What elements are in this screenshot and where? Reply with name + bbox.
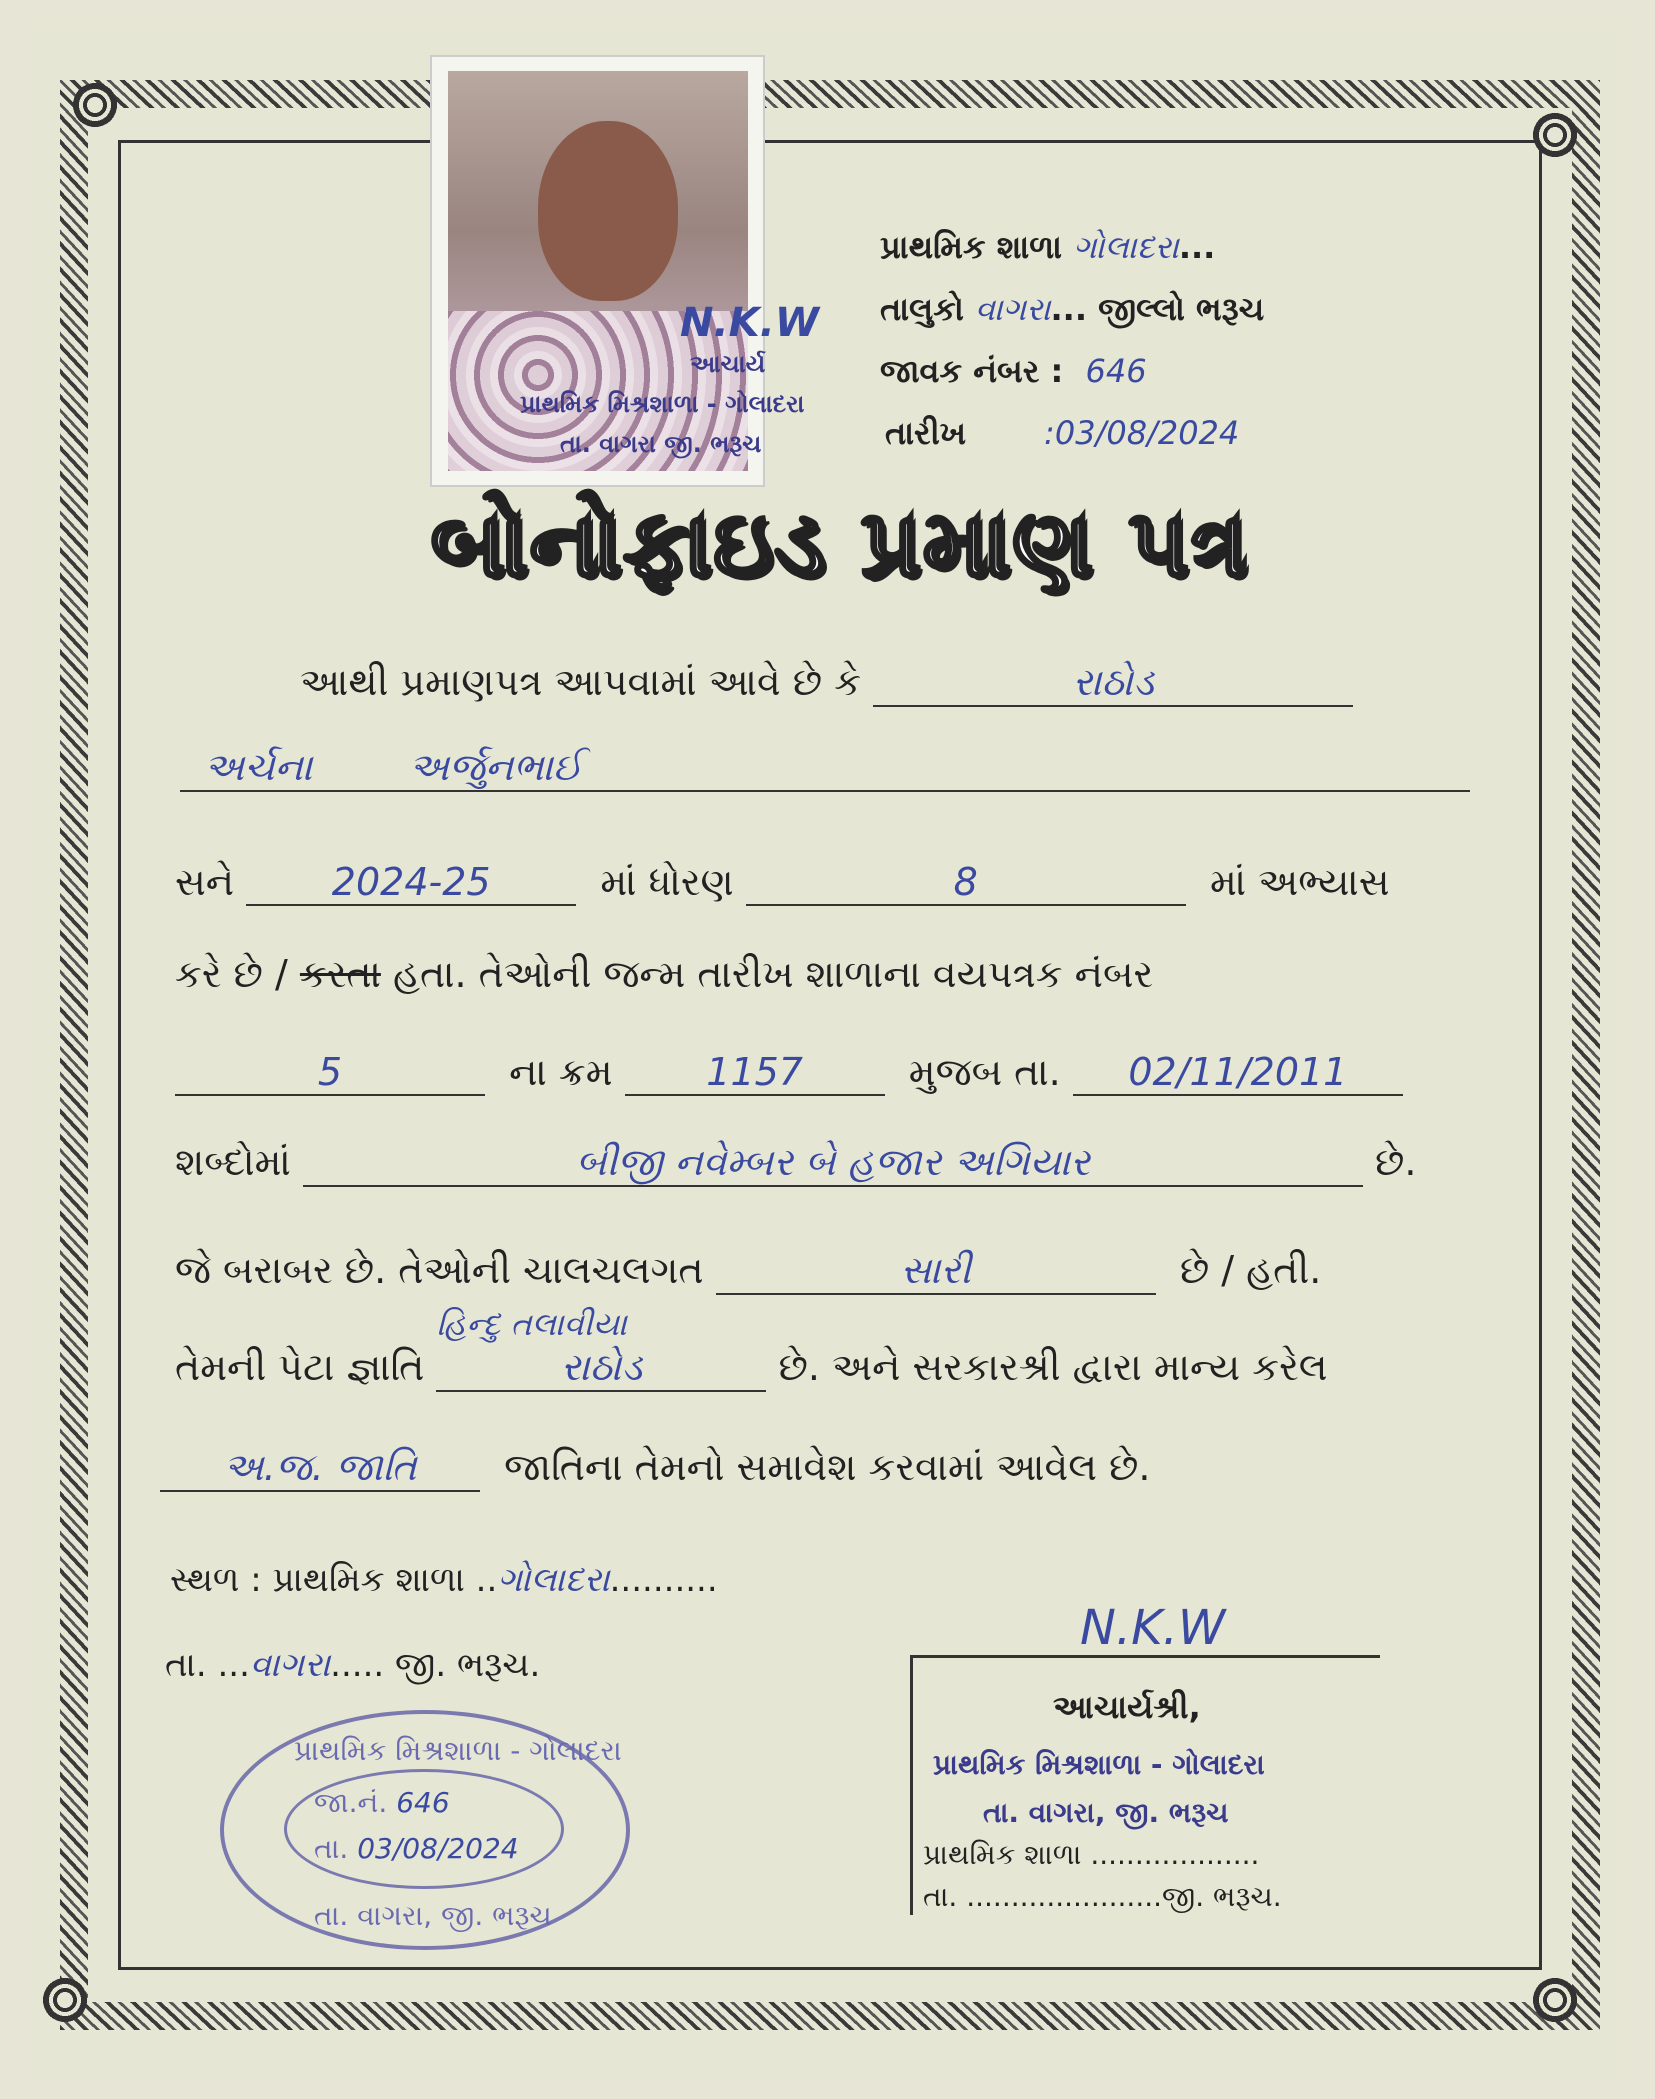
place-value: ગોલાદરા — [497, 1560, 610, 1600]
header-date: તારીખ :03/08/2024 — [885, 414, 1240, 452]
photo-stamp — [500, 300, 880, 470]
corner-ornament-icon — [1530, 1975, 1580, 2025]
principal-title: આચાર્યશ્રી, — [1053, 1688, 1201, 1726]
body-line-1: આથી પ્રમાણપત્ર આપવામાં આવે છે કે રાઠોડ — [300, 660, 1353, 707]
seal-date-value: 03/08/2024 — [357, 1832, 519, 1865]
photo-stamp-line1: આચાર્ય — [690, 350, 766, 378]
principal-taluka-blank: તા. ......................જી. ભરૂચ. — [923, 1880, 1282, 1913]
certificate-title: બોનોફાઇડ પ્રમાણ પત્ર — [430, 490, 1250, 597]
principal-place: તા. વાગરા, જી. ભરૂચ — [983, 1796, 1229, 1829]
body-line-6: શબ્દોમાં બીજી નવેમ્બર બે હજાર અગિયાર છે. — [175, 1140, 1416, 1187]
seal-jn-value: 646 — [396, 1786, 450, 1819]
footer-taluka-value: વાગરા — [249, 1645, 331, 1685]
standard-value: 8 — [746, 860, 1186, 906]
body-line-9: અ.જ. જાતિ જાતિના તેમનો સમાવેશ કરવામાં આવેલ છે. — [160, 1445, 1150, 1492]
academic-year: 2024-25 — [246, 860, 576, 906]
category-value: અ.જ. જાતિ — [160, 1445, 480, 1492]
corner-ornament-icon — [70, 80, 120, 130]
header-school: પ્રાથમિક શાળા ગોલાદરા... — [880, 228, 1216, 266]
principal-block — [910, 1655, 1380, 1915]
body-line-4: કરે છે / કરતા હતા. તેઓની જન્મ તારીખ શાળાના વયપત્રક નંબર — [175, 952, 1154, 996]
sub-caste-value — [436, 1305, 766, 1392]
register-number: 5 — [175, 1050, 485, 1096]
photo-signature: N.K.W — [680, 300, 819, 346]
principal-school: પ્રાથમિક મિશ્રશાળા - ગોલાદરા — [933, 1748, 1265, 1781]
birth-date: 02/11/2011 — [1073, 1050, 1403, 1096]
principal-school-blank: પ્રાથમિક શાળા ................... — [923, 1838, 1260, 1871]
body-line-3: સને 2024-25 માં ધોરણ 8 માં અભ્યાસ — [175, 860, 1390, 904]
issue-date: :03/08/2024 — [1044, 414, 1240, 452]
surname-value: રાઠોડ — [873, 660, 1353, 707]
birth-date-words: બીજી નવેમ્બર બે હજાર અગિયાર — [303, 1140, 1363, 1187]
school-seal: પ્રાથમિક મિશ્રશાળા - ગોલાદરા જા.નં. 646 તા. 03/08/2024 તા. વાગરા, જી. ભરૂચ — [220, 1710, 630, 1950]
body-line-2 — [180, 745, 1470, 792]
footer-taluka: તા. ...વાગરા..... જી. ભરૂચ. — [165, 1645, 541, 1685]
school-name: ગોલાદરા — [1073, 228, 1179, 266]
corner-ornament-icon — [40, 1975, 90, 2025]
serial-number: 1157 — [625, 1050, 885, 1096]
header-outward: જાવક નંબર : 646 — [880, 352, 1147, 390]
conduct-value: સારી — [716, 1248, 1156, 1295]
body-line-7: જે બરાબર છે. તેઓની ચાલચલગત સારી છે / હતી. — [175, 1248, 1321, 1295]
sub-caste-bottom: રાઠોડ — [560, 1345, 643, 1389]
photo-stamp-line2: પ્રાથમિક મિશ્રશાળા - ગોલાદરા — [520, 390, 805, 418]
principal-signature: N.K.W — [1080, 1600, 1226, 1656]
photo-stamp-line3: તા. વાગરા જી. ભરૂચ — [560, 430, 762, 458]
corner-ornament-icon — [1530, 110, 1580, 160]
outward-number: 646 — [1085, 352, 1147, 390]
body-line-5: 5 ના ક્રમ 1157 મુજબ તા. 02/11/2011 — [175, 1050, 1403, 1096]
header-taluka: તાલુકો વાગરા... જીલ્લો ભરૂચ — [880, 290, 1265, 328]
footer-place: સ્થળ : પ્રાથમિક શાળા ..ગોલાદરા.......... — [170, 1560, 718, 1600]
taluka-name: વાગરા — [974, 290, 1051, 328]
student-name: અર્ચના અર્જુનભાઈ — [180, 745, 1470, 792]
sub-caste-top: હિન્દુ તલાવીયા — [436, 1305, 627, 1343]
body-line-8: તેમની પેટા જ્ઞાતિ હિન્દુ તલાવીયા રાઠોડ છે. અને સરકારશ્રી દ્વારા માન્ય કરેલ — [175, 1345, 1327, 1392]
